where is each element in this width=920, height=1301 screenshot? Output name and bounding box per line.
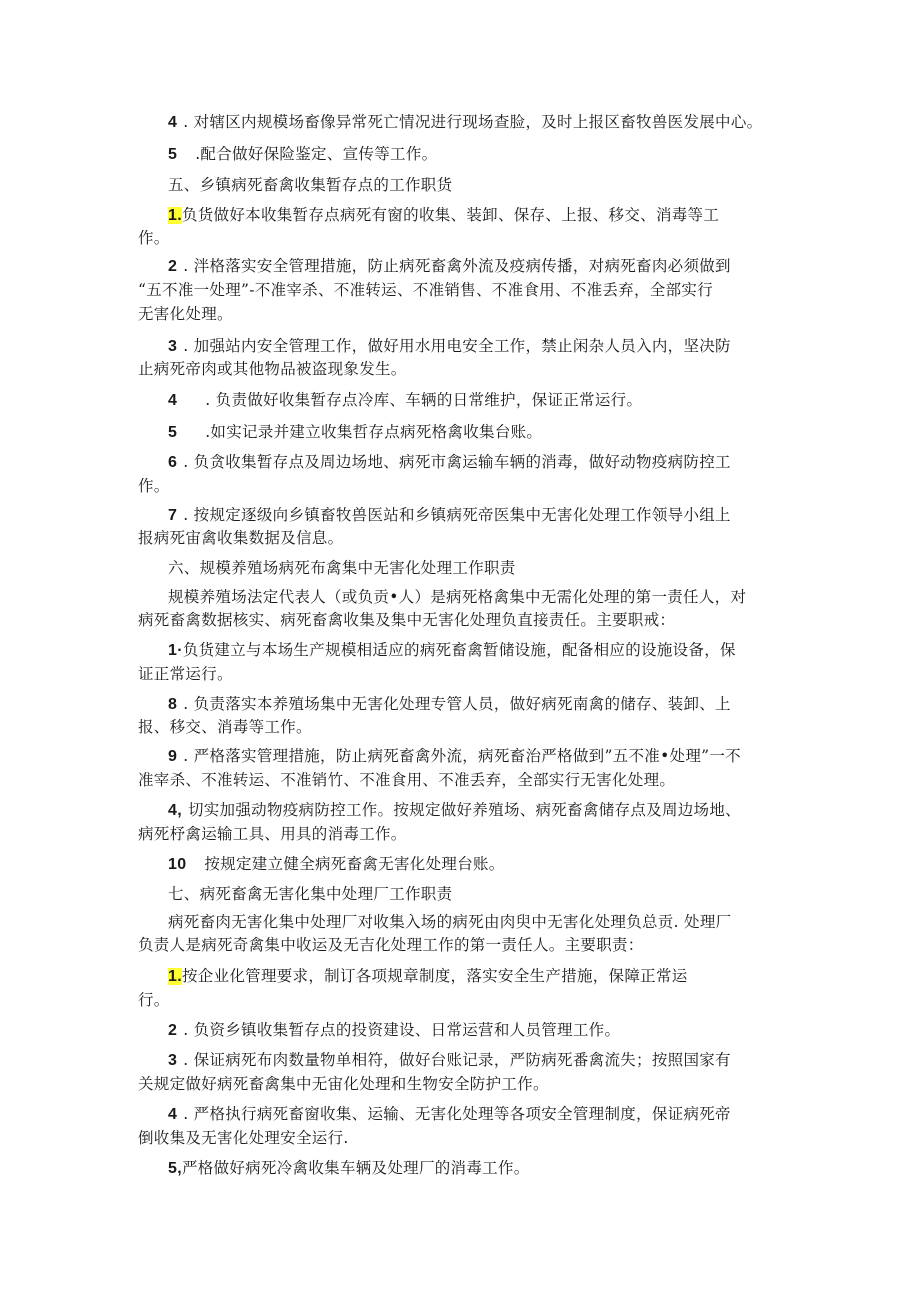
list-item <box>168 1104 731 1125</box>
list-item <box>168 422 542 443</box>
item-text: . 负责落实本养殖场集中无害化处理专管人员，做好病死南禽的储存、装卸、上 <box>183 695 731 713</box>
item-text: . 负资乡镇收集暂存点的投资建设、日常运营和人员管理工作。 <box>183 1021 621 1039</box>
list-item <box>168 966 688 987</box>
list-item <box>168 854 505 875</box>
paragraph-line: 倒收集及无害化处理安全运行. <box>138 1129 349 1147</box>
item-text: 负货做好本收集暂存点病死有窗的收集、装卸、保存、上报、移交、消毒等工 <box>181 206 720 224</box>
paragraph-line: 病死畜肉无害化集中处理厂对收集入场的病死由肉臾中无害化处理负总贡. 处理厂 <box>168 913 732 931</box>
item-number: 5 <box>168 146 178 163</box>
item-number-highlighted: 1. <box>168 207 182 224</box>
item-text: 严格做好病死冷禽收集车辆及处理厂的消毒工作。 <box>181 1159 530 1177</box>
section-heading: 七、病死畜禽无害化集中处理厂工作职责 <box>168 885 453 903</box>
item-text: . 对辖区内规模场畜像异常死亡情况进行现场查脸，及时上报区畜牧兽医发展中心。 <box>183 113 763 131</box>
paragraph-line: 无害化处理。 <box>138 305 233 323</box>
item-text: .配合做好保险鉴定、宣传等工作。 <box>195 145 438 163</box>
list-item <box>168 746 741 767</box>
item-text: .如实记录并建立收集哲存点病死格禽收集台账。 <box>205 423 543 441</box>
item-number: 10 <box>168 856 187 873</box>
item-number: 5, <box>168 1160 182 1177</box>
paragraph-line: 规模养殖场法定代表人（或负贡•人）是病死格禽集中无需化处理的第一责任人，对 <box>168 588 747 606</box>
list-item <box>168 112 762 133</box>
paragraph-line: 作。 <box>138 229 170 247</box>
list-item <box>168 205 719 226</box>
item-text: 负货建立与本场生产规模相适应的病死畜禽暂储设施，配备相应的设施设备，保 <box>182 641 736 659</box>
list-item <box>168 1158 530 1179</box>
list-item <box>168 640 736 661</box>
section-heading: 五、乡镇病死畜禽收集暂存点的工作职货 <box>168 176 453 194</box>
item-text: 按规定建立健全病死畜禽无害化处理台账。 <box>204 855 505 873</box>
item-number: 4 <box>168 392 178 409</box>
item-number: 8 <box>168 696 178 713</box>
item-text: 切实加强动物疫病防控工作。按规定做好养殖场、病死畜禽储存点及周边场地、 <box>187 801 741 819</box>
list-item <box>168 452 731 473</box>
list-item <box>168 1050 731 1071</box>
paragraph-line: 准宰杀、不准转运、不准销竹、不准食用、不准丢弃，全部实行无害化处理。 <box>138 771 676 789</box>
paragraph-line: 行。 <box>138 991 170 1009</box>
item-number: 4 <box>168 114 178 131</box>
item-number-highlighted: 1. <box>168 968 182 985</box>
item-number: 9 <box>168 748 178 765</box>
list-item <box>168 1020 620 1041</box>
paragraph-line: “五不准一处理”-不准宰杀、不准转运、不准销售、不准食用、不准丢弃，全部实行 <box>138 281 713 299</box>
paragraph-line: 作。 <box>138 477 170 495</box>
item-number: 4, <box>168 802 182 819</box>
list-item <box>168 336 731 357</box>
item-text: . 保证病死布肉数量物单相符，做好台账记录，严防病死番禽流失；按照国家有 <box>183 1051 731 1069</box>
item-text: 按企业化管理要求，制订各项规章制度，落实安全生产措施，保障正常运 <box>181 967 688 985</box>
item-text: . 按规定逐级向乡镇畜牧兽医站和乡镇病死帝医集中无害化处理工作领导小组上 <box>183 506 731 524</box>
item-text: . 严格执行病死畜窗收集、运输、无害化处理等各项安全管理制度，保证病死帝 <box>183 1105 731 1123</box>
paragraph-line: 关规定做好病死畜禽集中无宙化处理和生物安全防护工作。 <box>138 1075 549 1093</box>
list-item <box>168 144 437 165</box>
paragraph-line: 负责人是病死奇禽集中收运及无吉化处理工作的第一责任人。主要职责： <box>138 936 644 954</box>
list-item <box>168 800 741 821</box>
item-text: . 负贪收集暂存点及周边场地、病死市禽运输车辆的消毒，做好动物疫病防控工 <box>183 453 731 471</box>
item-number: 3 <box>168 1052 178 1069</box>
item-text: . 负责做好收集暂存点冷库、车辆的日常维护，保证正常运行。 <box>205 391 643 409</box>
paragraph-line: 止病死帝肉或其他物品被盗现象发生。 <box>138 360 407 378</box>
item-number: 5 <box>168 424 178 441</box>
item-number: 4 <box>168 1106 178 1123</box>
paragraph-line: 病死畜禽数据核实、病死畜禽收集及集中无害化处理负直接责任。主要职戒： <box>138 611 676 629</box>
list-item <box>168 256 731 277</box>
item-number: 1· <box>168 642 183 659</box>
list-item <box>168 505 731 526</box>
list-item <box>168 390 642 411</box>
item-number: 6 <box>168 454 178 471</box>
section-heading: 六、规模养殖场病死布禽集中无害化处理工作职责 <box>168 559 516 577</box>
item-number: 3 <box>168 338 178 355</box>
item-number: 2 <box>168 258 178 275</box>
item-text: . 加强站内安全管理工作，做好用水用电安全工作，禁止闲杂人员入内，坚决防 <box>183 337 731 355</box>
item-number: 2 <box>168 1022 178 1039</box>
item-text: . 泮格落实安全管理措施，防止病死畜禽外流及疫病传播，对病死畜肉必须做到 <box>183 257 731 275</box>
paragraph-line: 报病死宙禽收集数据及信息。 <box>138 529 344 547</box>
paragraph-line: 病死杼禽运输工具、用具的消毒工作。 <box>138 825 407 843</box>
paragraph-line: 报、移交、消毒等工作。 <box>138 718 312 736</box>
item-text: . 严格落实管理措施，防止病死畜禽外流，病死畜治严格做到”五不准•处理”一不 <box>183 747 741 765</box>
list-item <box>168 694 731 715</box>
item-number: 7 <box>168 507 178 524</box>
paragraph-line: 证正常运行。 <box>138 665 233 683</box>
